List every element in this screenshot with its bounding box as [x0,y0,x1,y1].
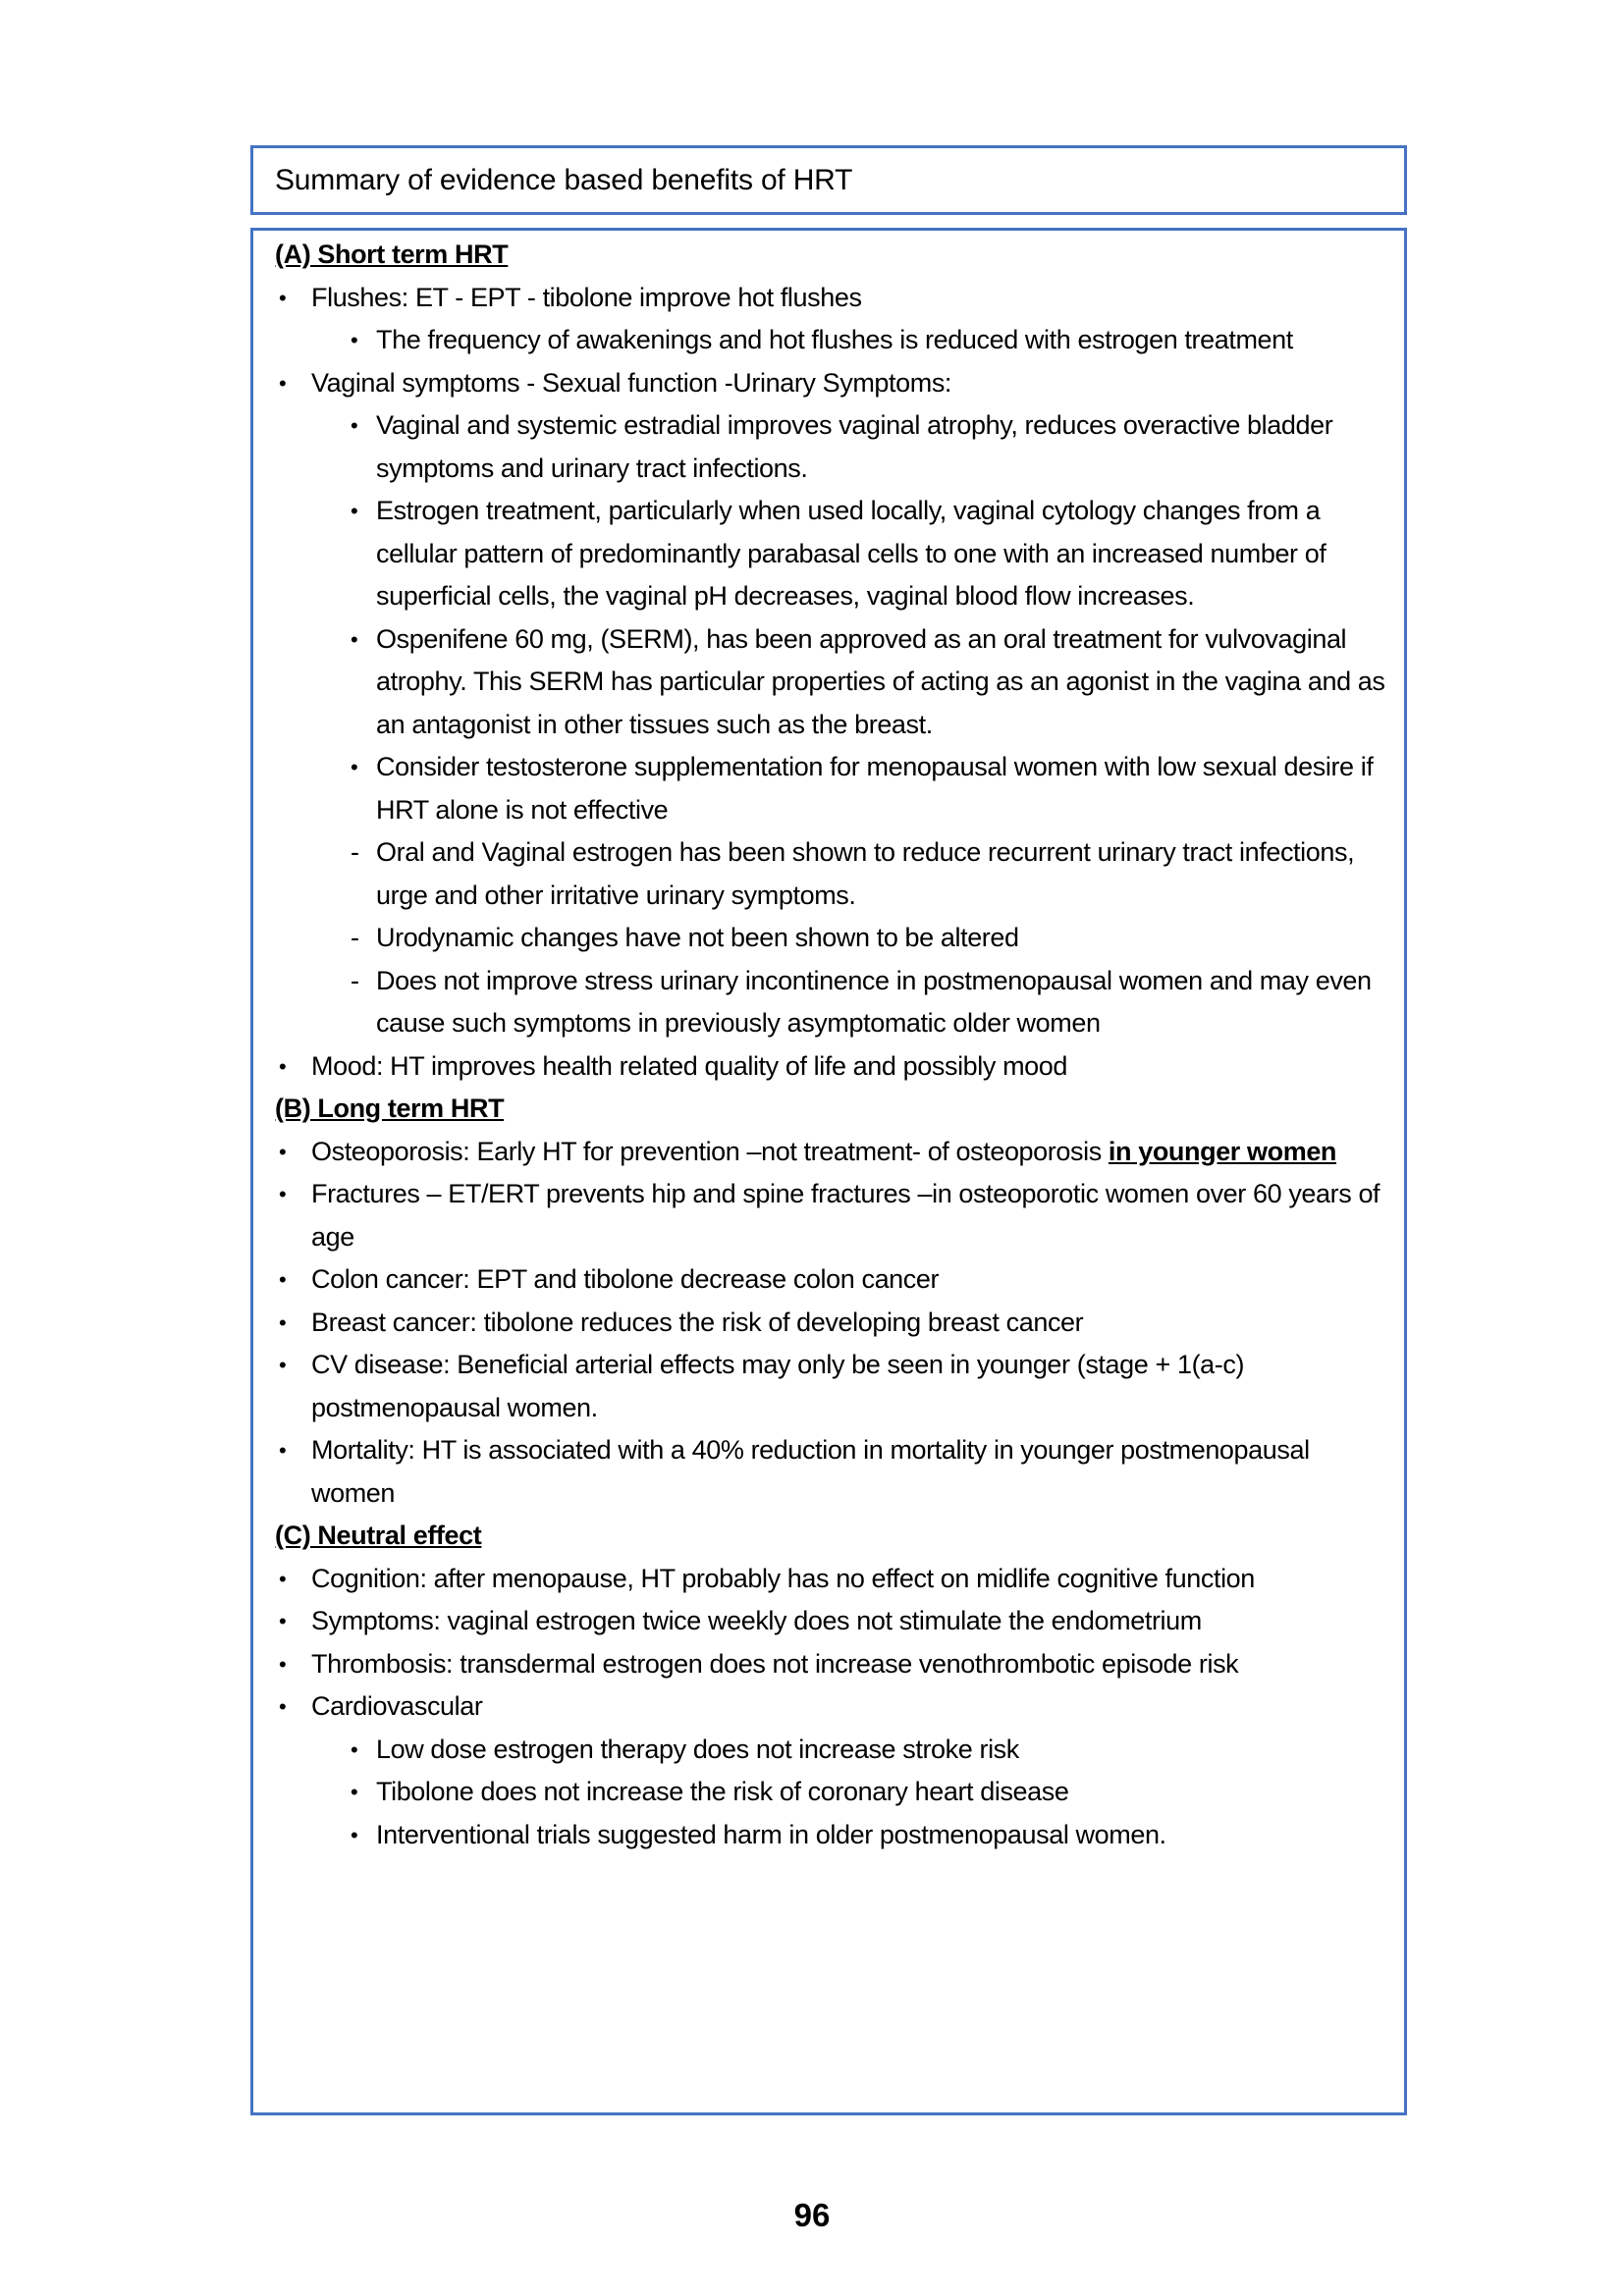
bullet-marker: • [279,1053,287,1079]
bullet-marker: • [279,1694,287,1719]
item-text: Oral and Vaginal estrogen has been shown to reduce recurrent urinary tract infections, urge and other irritative urinary symptoms. [376,837,1355,910]
list-item [253,362,1389,405]
list-item [253,1131,1389,1174]
list-item [253,1814,1389,1857]
list-item [253,319,1389,362]
list-item [253,960,1389,1045]
bullet-marker: • [279,285,287,310]
title-box [250,145,1407,215]
list-item [253,1344,1389,1429]
bullet-marker: • [351,626,358,652]
list-item [253,490,1389,618]
bullet-marker: • [279,1438,287,1463]
dash-bullet-marker: - [351,923,359,952]
dash-bullet-marker: - [351,837,359,867]
list-item [253,1685,1389,1729]
list-item [253,1429,1389,1515]
list-item [253,1558,1389,1601]
section-heading [253,1088,1389,1131]
bullet-marker: • [351,328,358,352]
list-item [253,1729,1389,1772]
list-item [253,1643,1389,1686]
item-text: Breast cancer: tibolone reduces the risk of developing breast cancer [311,1307,1084,1337]
list-item [253,917,1389,960]
item-text: (C) Neutral effect [275,1521,482,1550]
item-text: (B) Long term HRT [275,1094,505,1123]
item-text: Flushes: ET - EPT - tibolone improve hot flushes [311,282,862,312]
list-item [253,1302,1389,1345]
item-text: Colon cancer: EPT and tibolone decrease colon cancer [311,1264,940,1294]
bullet-marker: • [279,1309,287,1335]
item-text: CV disease: Beneficial arterial effects may only be seen in younger (stage + 1(a-c) postmenopausal women. [311,1350,1245,1422]
item-text: Fractures – ET/ERT prevents hip and spine fractures –in osteoporotic women over 60 years of age [311,1179,1380,1252]
item-text: Ospenifene 60 mg, (SERM), has been approved as an oral treatment for vulvovaginal atrophy. This SERM has particular properties of acting as an agonist in the vagina and as an antagonist in other tissues such as the breast. [376,623,1385,739]
list-item [253,746,1389,831]
item-text: Thrombosis: transdermal estrogen does not increase venothrombotic episode risk [311,1648,1239,1679]
bullet-marker: • [351,413,358,438]
item-text: Osteoporosis: Early HT for prevention –not treatment- of osteoporosis [311,1136,1109,1166]
bullet-marker: • [279,1609,287,1633]
list-item [253,1771,1389,1814]
bullet-marker: • [279,1139,287,1164]
item-text: Vaginal and systemic estradial improves vaginal atrophy, reduces overactive bladder symptoms and urinary tract infections. [376,410,1333,483]
item-text: Estrogen treatment, particularly when used locally, vaginal cytology changes from a cellular pattern of predominantly parabasal cells to one with an increased number of superficial cells, the vaginal pH decreases, vaginal blood flow increases. [376,496,1326,611]
list-item [253,618,1389,747]
list-item [253,1600,1389,1643]
bullet-marker: • [279,1267,287,1292]
item-text: Symptoms: vaginal estrogen twice weekly does not stimulate the endometrium [311,1606,1202,1635]
item-text: Vaginal symptoms - Sexual function -Urinary Symptoms: [311,367,952,398]
item-text: Cognition: after menopause, HT probably has no effect on midlife cognitive function [311,1563,1255,1593]
item-text: Tibolone does not increase the risk of coronary heart disease [376,1777,1069,1806]
item-text: Does not improve stress urinary incontinence in postmenopausal women and may even cause such symptoms in previously asymptomatic older women [376,965,1372,1038]
page-title: Summary of evidence based benefits of HRT [275,163,853,196]
bullet-marker: • [279,1353,287,1377]
item-text: Cardiovascular [311,1691,483,1721]
bullet-marker: • [351,755,358,779]
item-text: Mood: HT improves health related quality of life and possibly mood [311,1050,1068,1081]
section-heading [253,234,1389,277]
item-text: Consider testosterone supplementation for menopausal women with low sexual desire if HRT alone is not effective [376,752,1374,825]
list-item [253,831,1389,917]
list-item [253,404,1389,490]
item-text: (A) Short term HRT [275,240,509,269]
item-text: The frequency of awakenings and hot flushes is reduced with estrogen treatment [376,325,1293,354]
list-item [253,1258,1389,1302]
bullet-marker: • [351,1822,358,1847]
bullet-marker: • [351,499,358,523]
bullet-marker: • [279,1566,287,1591]
bullet-marker: • [351,1780,358,1804]
bullet-marker: • [351,1736,358,1762]
bullet-marker: • [279,1651,287,1677]
item-text-emphasized: in younger women [1108,1136,1337,1166]
list-item [253,277,1389,320]
dash-bullet-marker: - [351,965,359,995]
bullet-marker: • [279,370,287,396]
page-number: 96 [793,2197,831,2233]
item-text: Interventional trials suggested harm in older postmenopausal women. [376,1819,1166,1849]
item-text: Low dose estrogen therapy does not increase stroke risk [376,1734,1019,1764]
item-text: Urodynamic changes have not been shown to be altered [376,923,1019,952]
item-text: Mortality: HT is associated with a 40% reduction in mortality in younger postmenopausal women [311,1435,1310,1508]
content-box [250,228,1407,2115]
list-item [253,1045,1389,1089]
bullet-marker: • [279,1182,287,1206]
list-item [253,1173,1389,1258]
section-heading [253,1515,1389,1558]
